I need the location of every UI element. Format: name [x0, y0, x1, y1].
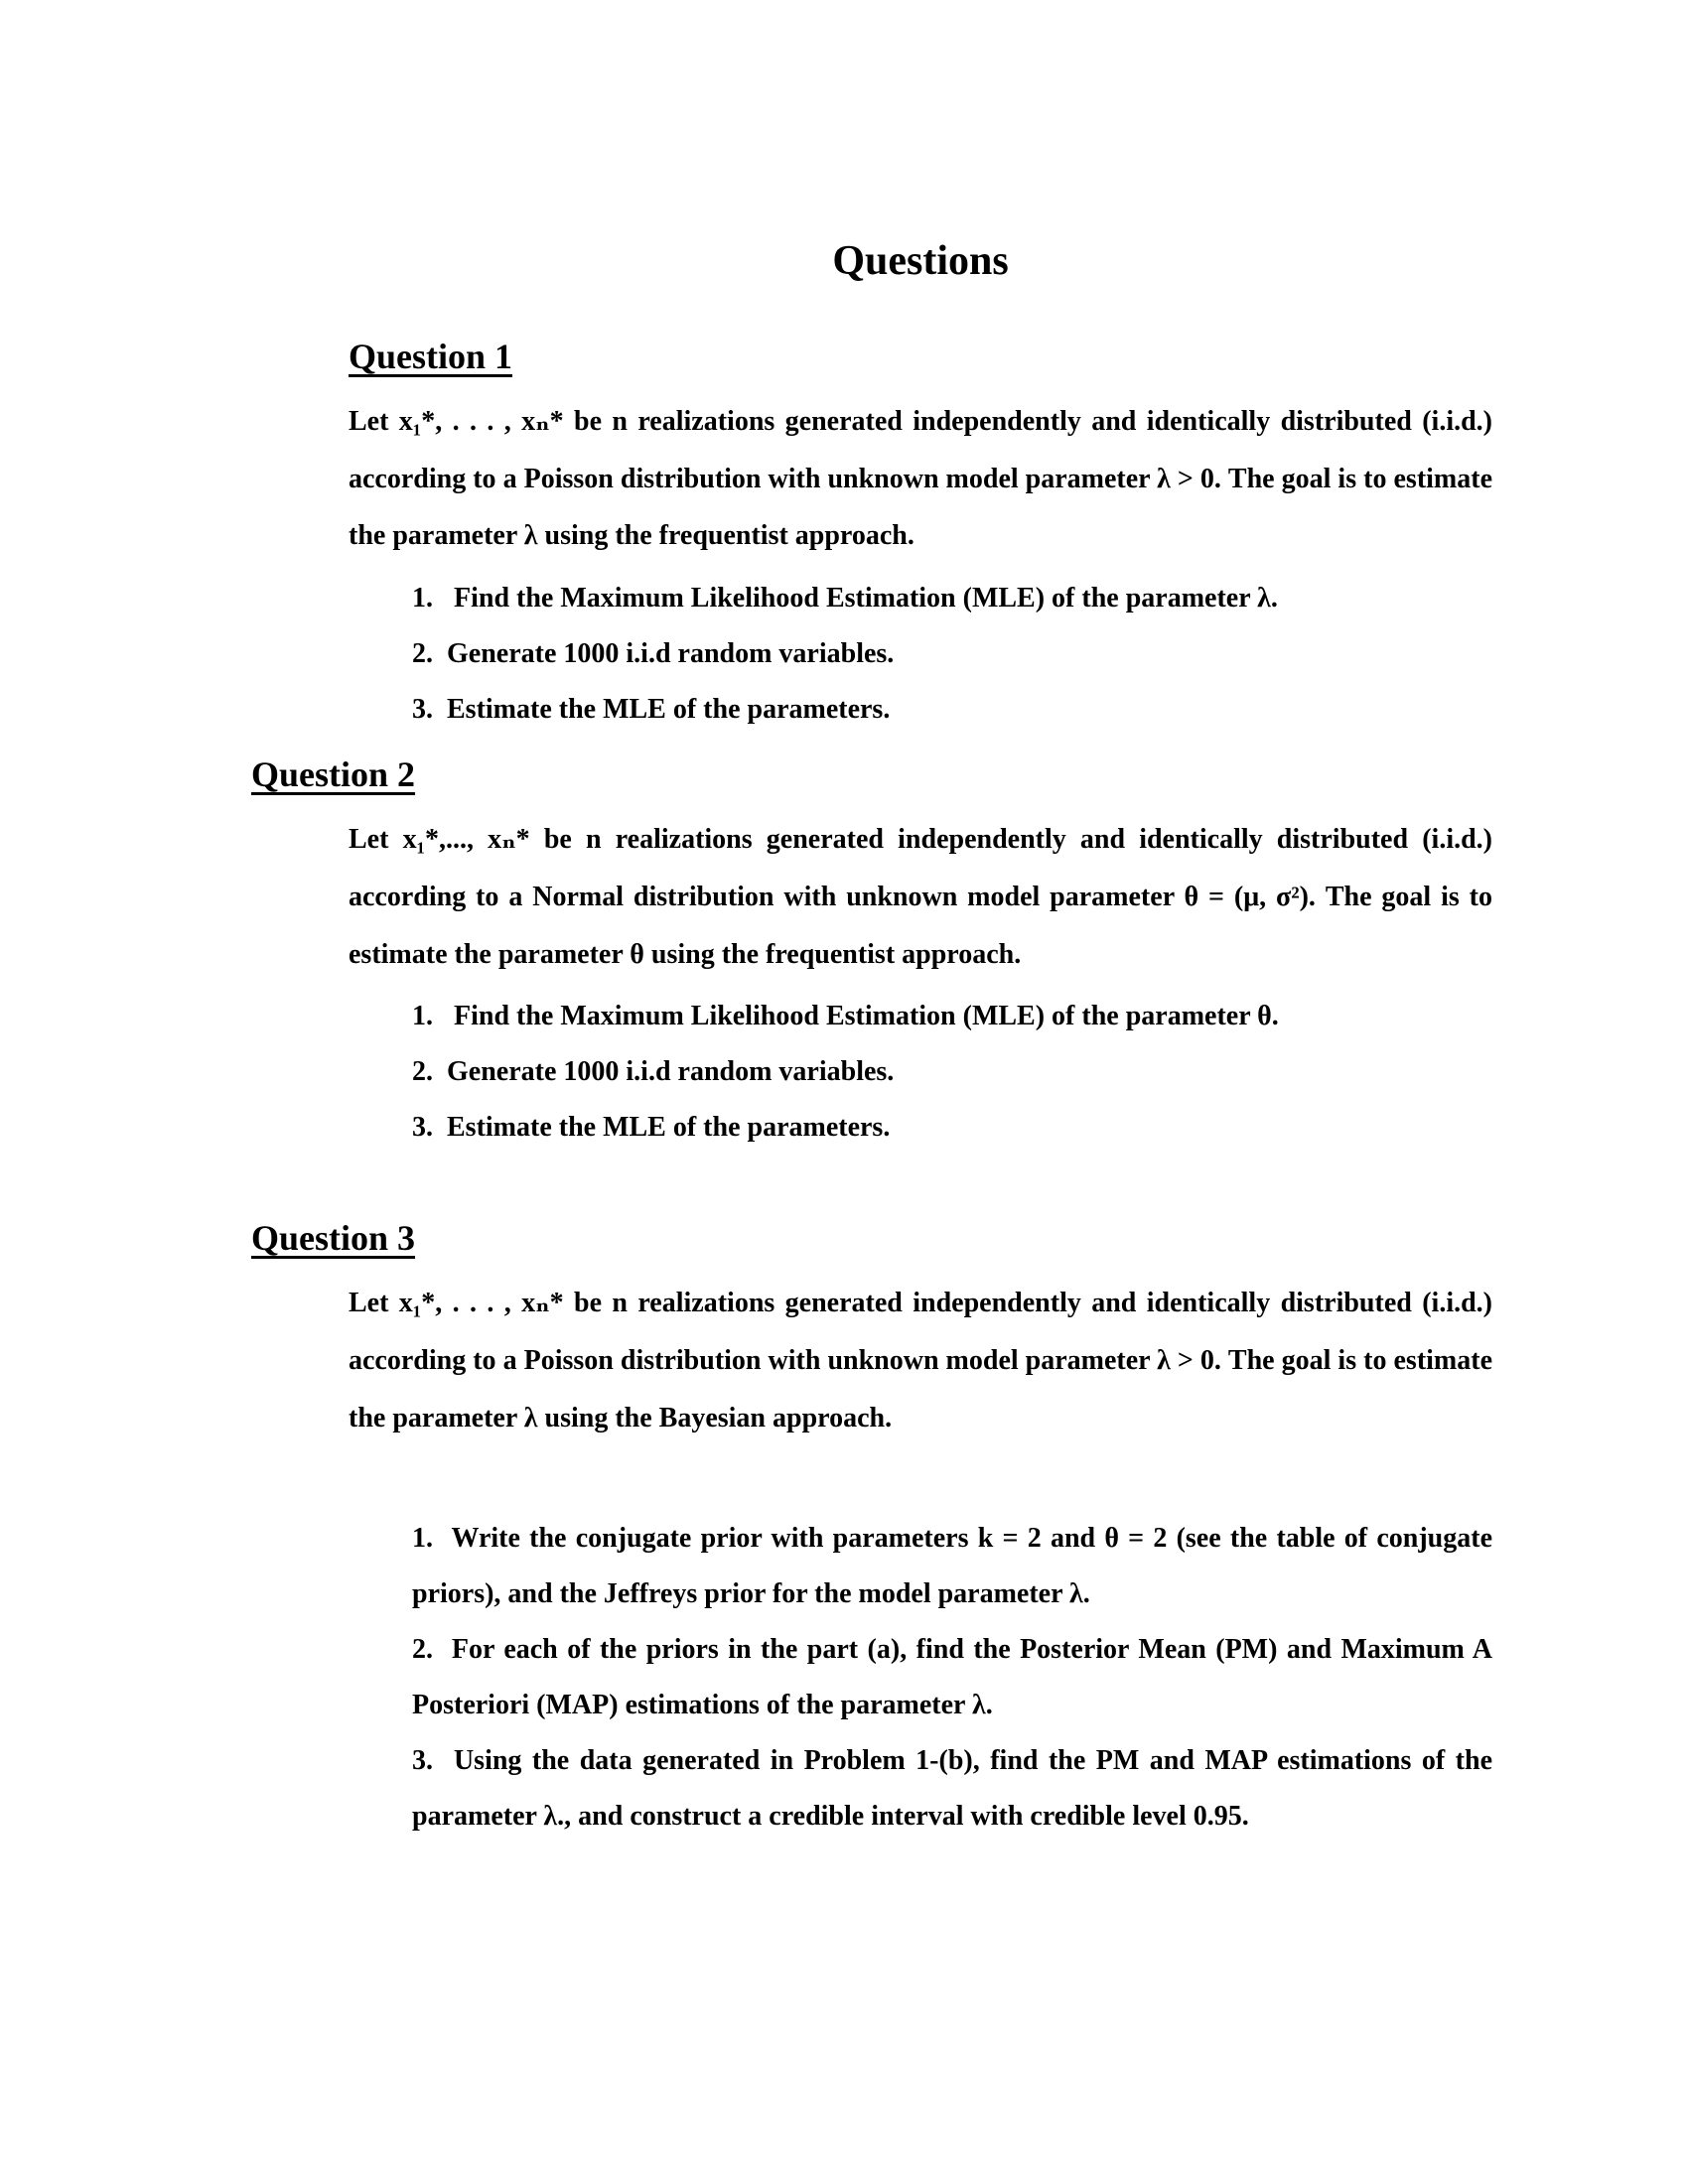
- question-1-list: [251, 571, 1688, 738]
- question-1-intro: Let x₁*, . . . , xₙ* be n realizations generated independently and identically distributed (i.i.d.) according to a Poisson distribution with unknown model parameter λ > 0. The goal is to estimate the parameter λ using the frequentist approach.: [349, 405, 1492, 552]
- question-1-item-3: 3. Estimate the MLE of the parameters.: [412, 694, 891, 726]
- question-1-item-1: 1. Find the Maximum Likelihood Estimation (MLE) of the parameter λ.: [412, 583, 1278, 614]
- question-3-item-2: 2. For each of the priors in the part (a), find the Posterior Mean (PM) and Maximum A Posteriori (MAP) estimations of the parameter λ.: [412, 1633, 1492, 1720]
- question-2-section: [251, 753, 1688, 1156]
- question-3-list: [251, 1511, 1688, 1844]
- question-2-item-1: 1. Find the Maximum Likelihood Estimation (MLE) of the parameter θ.: [412, 1001, 1279, 1032]
- question-3-item-1: 1. Write the conjugate prior with parameters k = 2 and θ = 2 (see the table of conjugate priors), and the Jeffreys prior for the model parameter λ.: [412, 1522, 1492, 1609]
- question-3-heading: Question 3: [251, 1218, 416, 1259]
- page-title: Questions: [832, 238, 1009, 284]
- question-2-item-3: 3. Estimate the MLE of the parameters.: [412, 1112, 891, 1144]
- question-3-intro: Let x₁*, . . . , xₙ* be n realizations generated independently and identically distributed (i.i.d.) according to a Poisson distribution with unknown model parameter λ > 0. The goal is to estimate the parameter λ using the Bayesian approach.: [349, 1287, 1492, 1433]
- question-3-section: [251, 1217, 1688, 1843]
- question-1-item-2: 2. Generate 1000 i.i.d random variables.: [412, 638, 895, 670]
- question-3-item-3: 3. Using the data generated in Problem 1-(b), find the PM and MAP estimations of the parameter λ., and construct a credible interval with credible level 0.95.: [412, 1744, 1492, 1832]
- question-2-intro: Let x₁*,..., xₙ* be n realizations generated independently and identically distributed (i.i.d.) according to a Normal distribution with unknown model parameter θ = (μ, σ²). The goal is to estimate the parameter θ using the frequentist approach.: [349, 823, 1492, 970]
- question-1-heading: Question 1: [349, 337, 513, 377]
- question-2-list: [251, 989, 1688, 1156]
- question-2-heading: Question 2: [251, 754, 416, 795]
- question-1-section: [251, 336, 1688, 738]
- question-2-item-2: 2. Generate 1000 i.i.d random variables.: [412, 1056, 895, 1088]
